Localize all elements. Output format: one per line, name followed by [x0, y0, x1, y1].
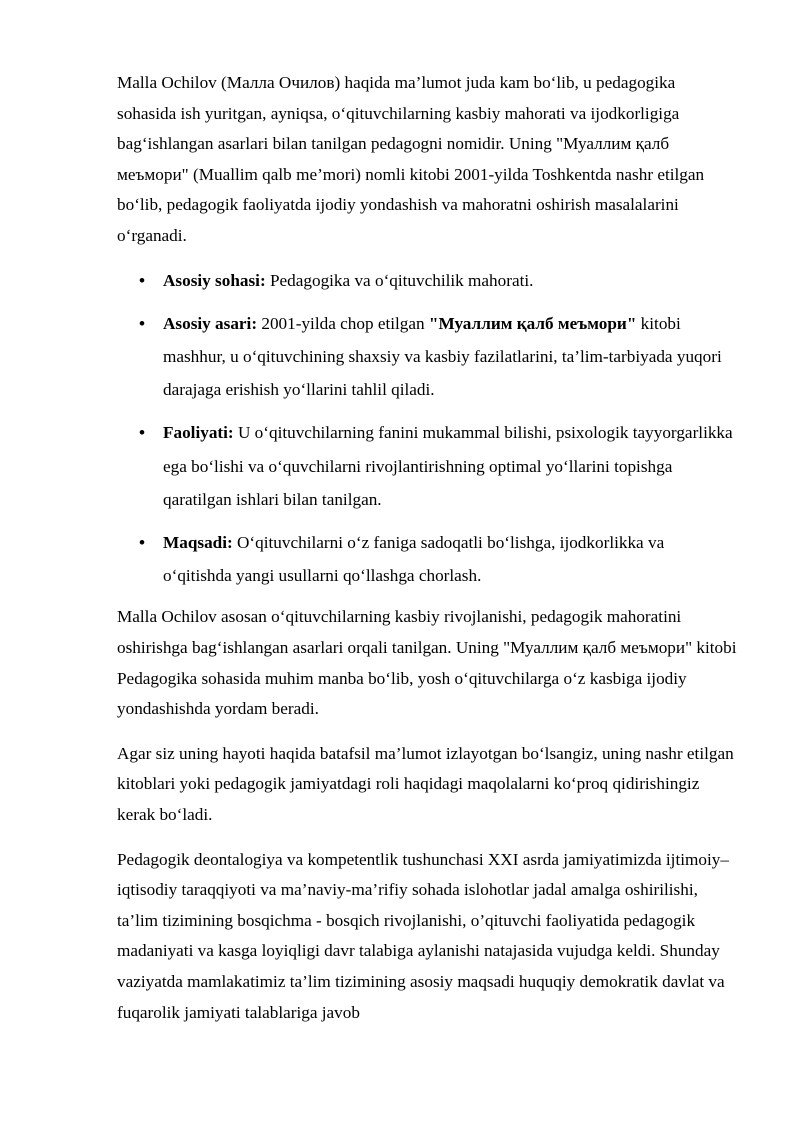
- list-item-main-field: [117, 264, 737, 297]
- bullet-label: Asosiy sohasi:: [163, 270, 266, 290]
- bullet-label: Maqsadi:: [163, 532, 233, 552]
- bullet-text: U o‘qituvchilarning fanini mukammal bilishi, psixologik tayyorgarlikka ega bo‘lishi va o‘quvchilarni rivojlantirishning optimal yo‘llarini topishga qaratilgan ishlari bilan tanilgan.: [163, 423, 733, 509]
- book-title: "Муаллим қалб меъмори": [428, 313, 637, 333]
- deontology-paragraph: Pedagogik deontalogiya va kompetentlik tushunchasi XXI asrda jamiyatimizda ijtimoiy–iqtisodiy taraqqiyoti va ma’naviy-ma’rifiy sohada islohotlar jadal amalga oshirilishi, ta’lim tizimining bosqichma - bosqich rivojlanishi, o’qituvchi faoliyatida pedagogik madaniyati va kasga loyiqligi davr talabiga aylanishi natajasida vujudga keldi. Shunday vaziyatda mamlakatimiz ta’lim tizimining asosiy maqsadi huquqiy demokratik davlat va fuqarolik jamiyati talablariga javob: [117, 849, 729, 1022]
- bullet-marker: •: [139, 532, 146, 552]
- bullet-text: 2001-yilda chop etilgan: [257, 313, 429, 333]
- list-item-main-work: [117, 307, 737, 407]
- bullet-text: O‘qituvchilarni o‘z faniga sadoqatli bo‘lishga, ijodkorlikka va o‘qitishda yangi usullarni qo‘llashga chorlash.: [163, 532, 665, 586]
- bullet-marker: •: [139, 270, 146, 290]
- intro-paragraph: Malla Ochilov (Малла Очилов) haqida ma’lumot juda kam bo‘lib, u pedagogika sohasida ish yuritgan, ayniqsa, o‘qituvchilarning kasbiy mahorati va ijodkorligiga bag‘ishlangan asarlari bilan tanilgan pedagogni nomidir. Uning "Муаллим қалб меъмори" (Muallim qalb me’mori) nomli kitobi 2001-yilda Toshkentda nashr etilgan bo‘lib, pedagogik faoliyatda ijodiy yondashish va mahoratni oshirish masalalarini o‘rganadi.: [117, 73, 705, 245]
- list-item-activity: [117, 416, 737, 516]
- bullet-marker: •: [139, 423, 146, 443]
- bullet-label: Faoliyati:: [163, 423, 234, 443]
- bullet-text-continued: kitobi mashhur, u o‘qituvchining shaxsiy va kasbiy fazilatlarini, ta’lim-tarbiyada yuqori darajaga erishish yo‘llarini tahlil qiladi.: [163, 313, 722, 400]
- advice-paragraph: Agar siz uning hayoti haqida batafsil ma’lumot izlayotgan bo‘lsangiz, uning nashr etilgan kitoblari yoki pedagogik jamiyatdagi roli haqidagi maqolalarni ko‘proq qidirishingiz kerak bo‘ladi.: [117, 743, 734, 824]
- bullet-marker: •: [139, 313, 146, 333]
- list-item-goal: [117, 526, 737, 592]
- document-page: [117, 68, 737, 1028]
- summary-paragraph: Malla Ochilov asosan o‘qituvchilarning kasbiy rivojlanishi, pedagogik mahoratini oshirishga bag‘ishlangan asarlari orqali tanilgan. Uning "Муаллим қалб меъмори" kitobi Pedagogika sohasida muhim manba bo‘lib, yosh o‘qituvchilarga o‘z kasbiga ijodiy yondashishda yordam beradi.: [117, 607, 737, 719]
- bullet-label: Asosiy asari:: [163, 313, 258, 333]
- facts-list: [117, 264, 737, 593]
- bullet-text: Pedagogika va o‘qituvchilik mahorati.: [265, 270, 534, 290]
